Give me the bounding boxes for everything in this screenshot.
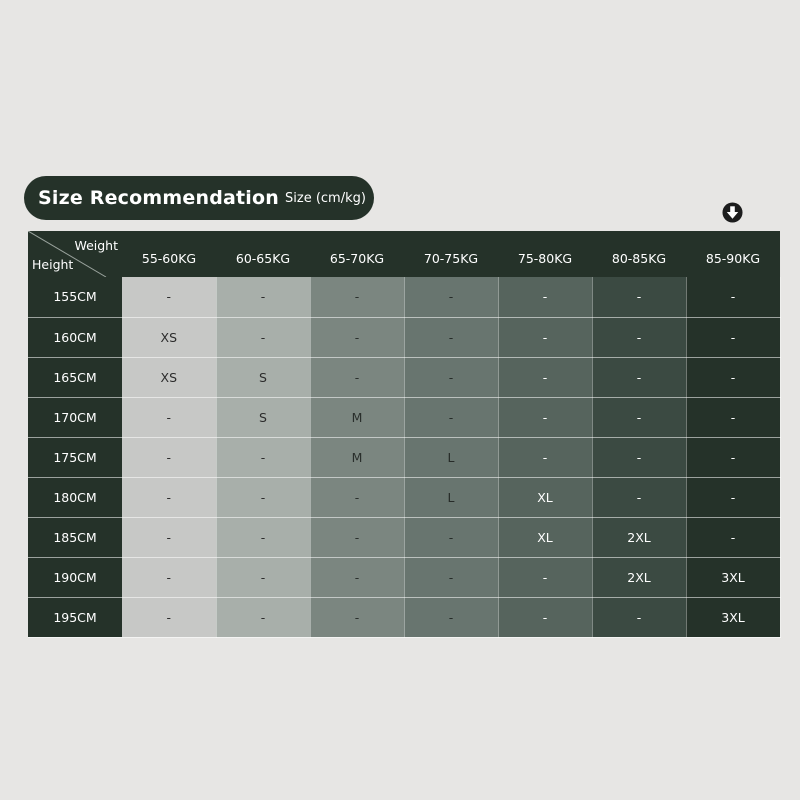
table-row — [28, 517, 780, 557]
size-cell: 3XL — [686, 597, 780, 637]
size-cell: - — [404, 357, 498, 397]
size-cell: - — [686, 357, 780, 397]
table-row — [28, 357, 780, 397]
page-title: Size Recommendation — [38, 187, 279, 209]
page-subtitle: Size (cm/kg) — [285, 190, 366, 206]
size-cell: - — [310, 597, 404, 637]
size-cell: - — [310, 317, 404, 357]
size-cell: - — [310, 357, 404, 397]
size-cell: - — [122, 397, 216, 437]
size-cell: - — [310, 557, 404, 597]
size-cell: S — [216, 397, 310, 437]
size-cell: - — [498, 597, 592, 637]
size-cell: - — [216, 517, 310, 557]
size-cell: - — [592, 317, 686, 357]
size-cell: M — [310, 437, 404, 477]
weight-column-header: 65-70KG — [310, 231, 404, 277]
corner-header — [28, 231, 122, 277]
size-cell: - — [122, 597, 216, 637]
size-cell: - — [404, 557, 498, 597]
weight-axis-label: Weight — [74, 238, 118, 253]
size-chart-table — [28, 231, 781, 638]
size-cell: - — [592, 477, 686, 517]
size-cell: - — [404, 317, 498, 357]
header-row — [28, 231, 780, 277]
size-cell: - — [498, 317, 592, 357]
weight-column-header: 60-65KG — [216, 231, 310, 277]
height-row-header: 170CM — [28, 397, 122, 437]
table-row — [28, 437, 780, 477]
weight-column-header: 75-80KG — [498, 231, 592, 277]
size-cell: - — [686, 437, 780, 477]
size-cell: - — [686, 397, 780, 437]
size-cell: 2XL — [592, 557, 686, 597]
height-row-header: 160CM — [28, 317, 122, 357]
height-axis-label: Height — [32, 257, 74, 272]
size-cell: - — [498, 357, 592, 397]
height-row-header: 195CM — [28, 597, 122, 637]
size-cell: - — [498, 557, 592, 597]
size-cell: XS — [122, 317, 216, 357]
size-cell: - — [310, 277, 404, 317]
size-cell: - — [404, 517, 498, 557]
size-cell: L — [404, 437, 498, 477]
size-cell: - — [404, 277, 498, 317]
table-row — [28, 597, 780, 637]
size-cell: - — [498, 277, 592, 317]
size-cell: - — [686, 317, 780, 357]
size-cell: - — [122, 477, 216, 517]
size-cell: - — [216, 317, 310, 357]
size-cell: - — [122, 517, 216, 557]
size-cell: XL — [498, 517, 592, 557]
height-row-header: 155CM — [28, 277, 122, 317]
size-cell: - — [592, 357, 686, 397]
height-row-header: 185CM — [28, 517, 122, 557]
table-row — [28, 557, 780, 597]
size-cell: - — [122, 277, 216, 317]
size-cell: - — [404, 597, 498, 637]
size-cell: - — [592, 437, 686, 477]
height-row-header: 190CM — [28, 557, 122, 597]
size-cell: - — [592, 277, 686, 317]
size-cell: L — [404, 477, 498, 517]
weight-column-header: 70-75KG — [404, 231, 498, 277]
size-cell: - — [592, 397, 686, 437]
size-cell: S — [216, 357, 310, 397]
weight-column-header: 55-60KG — [122, 231, 216, 277]
table-row — [28, 277, 780, 317]
table-row — [28, 397, 780, 437]
size-cell: - — [686, 517, 780, 557]
size-recommendation-title — [24, 176, 374, 220]
arrow-down-circle-icon — [722, 202, 743, 223]
height-row-header: 165CM — [28, 357, 122, 397]
size-cell: - — [216, 437, 310, 477]
size-cell: - — [686, 477, 780, 517]
size-cell: 3XL — [686, 557, 780, 597]
size-cell: - — [216, 477, 310, 517]
weight-column-header: 80-85KG — [592, 231, 686, 277]
size-cell: - — [216, 597, 310, 637]
size-cell: - — [498, 437, 592, 477]
height-row-header: 175CM — [28, 437, 122, 477]
size-cell: - — [216, 277, 310, 317]
size-cell: - — [122, 437, 216, 477]
size-cell: - — [216, 557, 310, 597]
size-cell: - — [592, 597, 686, 637]
size-cell: - — [310, 477, 404, 517]
size-cell: M — [310, 397, 404, 437]
size-cell: XL — [498, 477, 592, 517]
size-cell: XS — [122, 357, 216, 397]
size-cell: - — [686, 277, 780, 317]
size-cell: - — [404, 397, 498, 437]
size-cell: - — [122, 557, 216, 597]
weight-column-header: 85-90KG — [686, 231, 780, 277]
height-row-header: 180CM — [28, 477, 122, 517]
table-row — [28, 477, 780, 517]
size-cell: 2XL — [592, 517, 686, 557]
size-cell: - — [498, 397, 592, 437]
size-cell: - — [310, 517, 404, 557]
table-row — [28, 317, 780, 357]
